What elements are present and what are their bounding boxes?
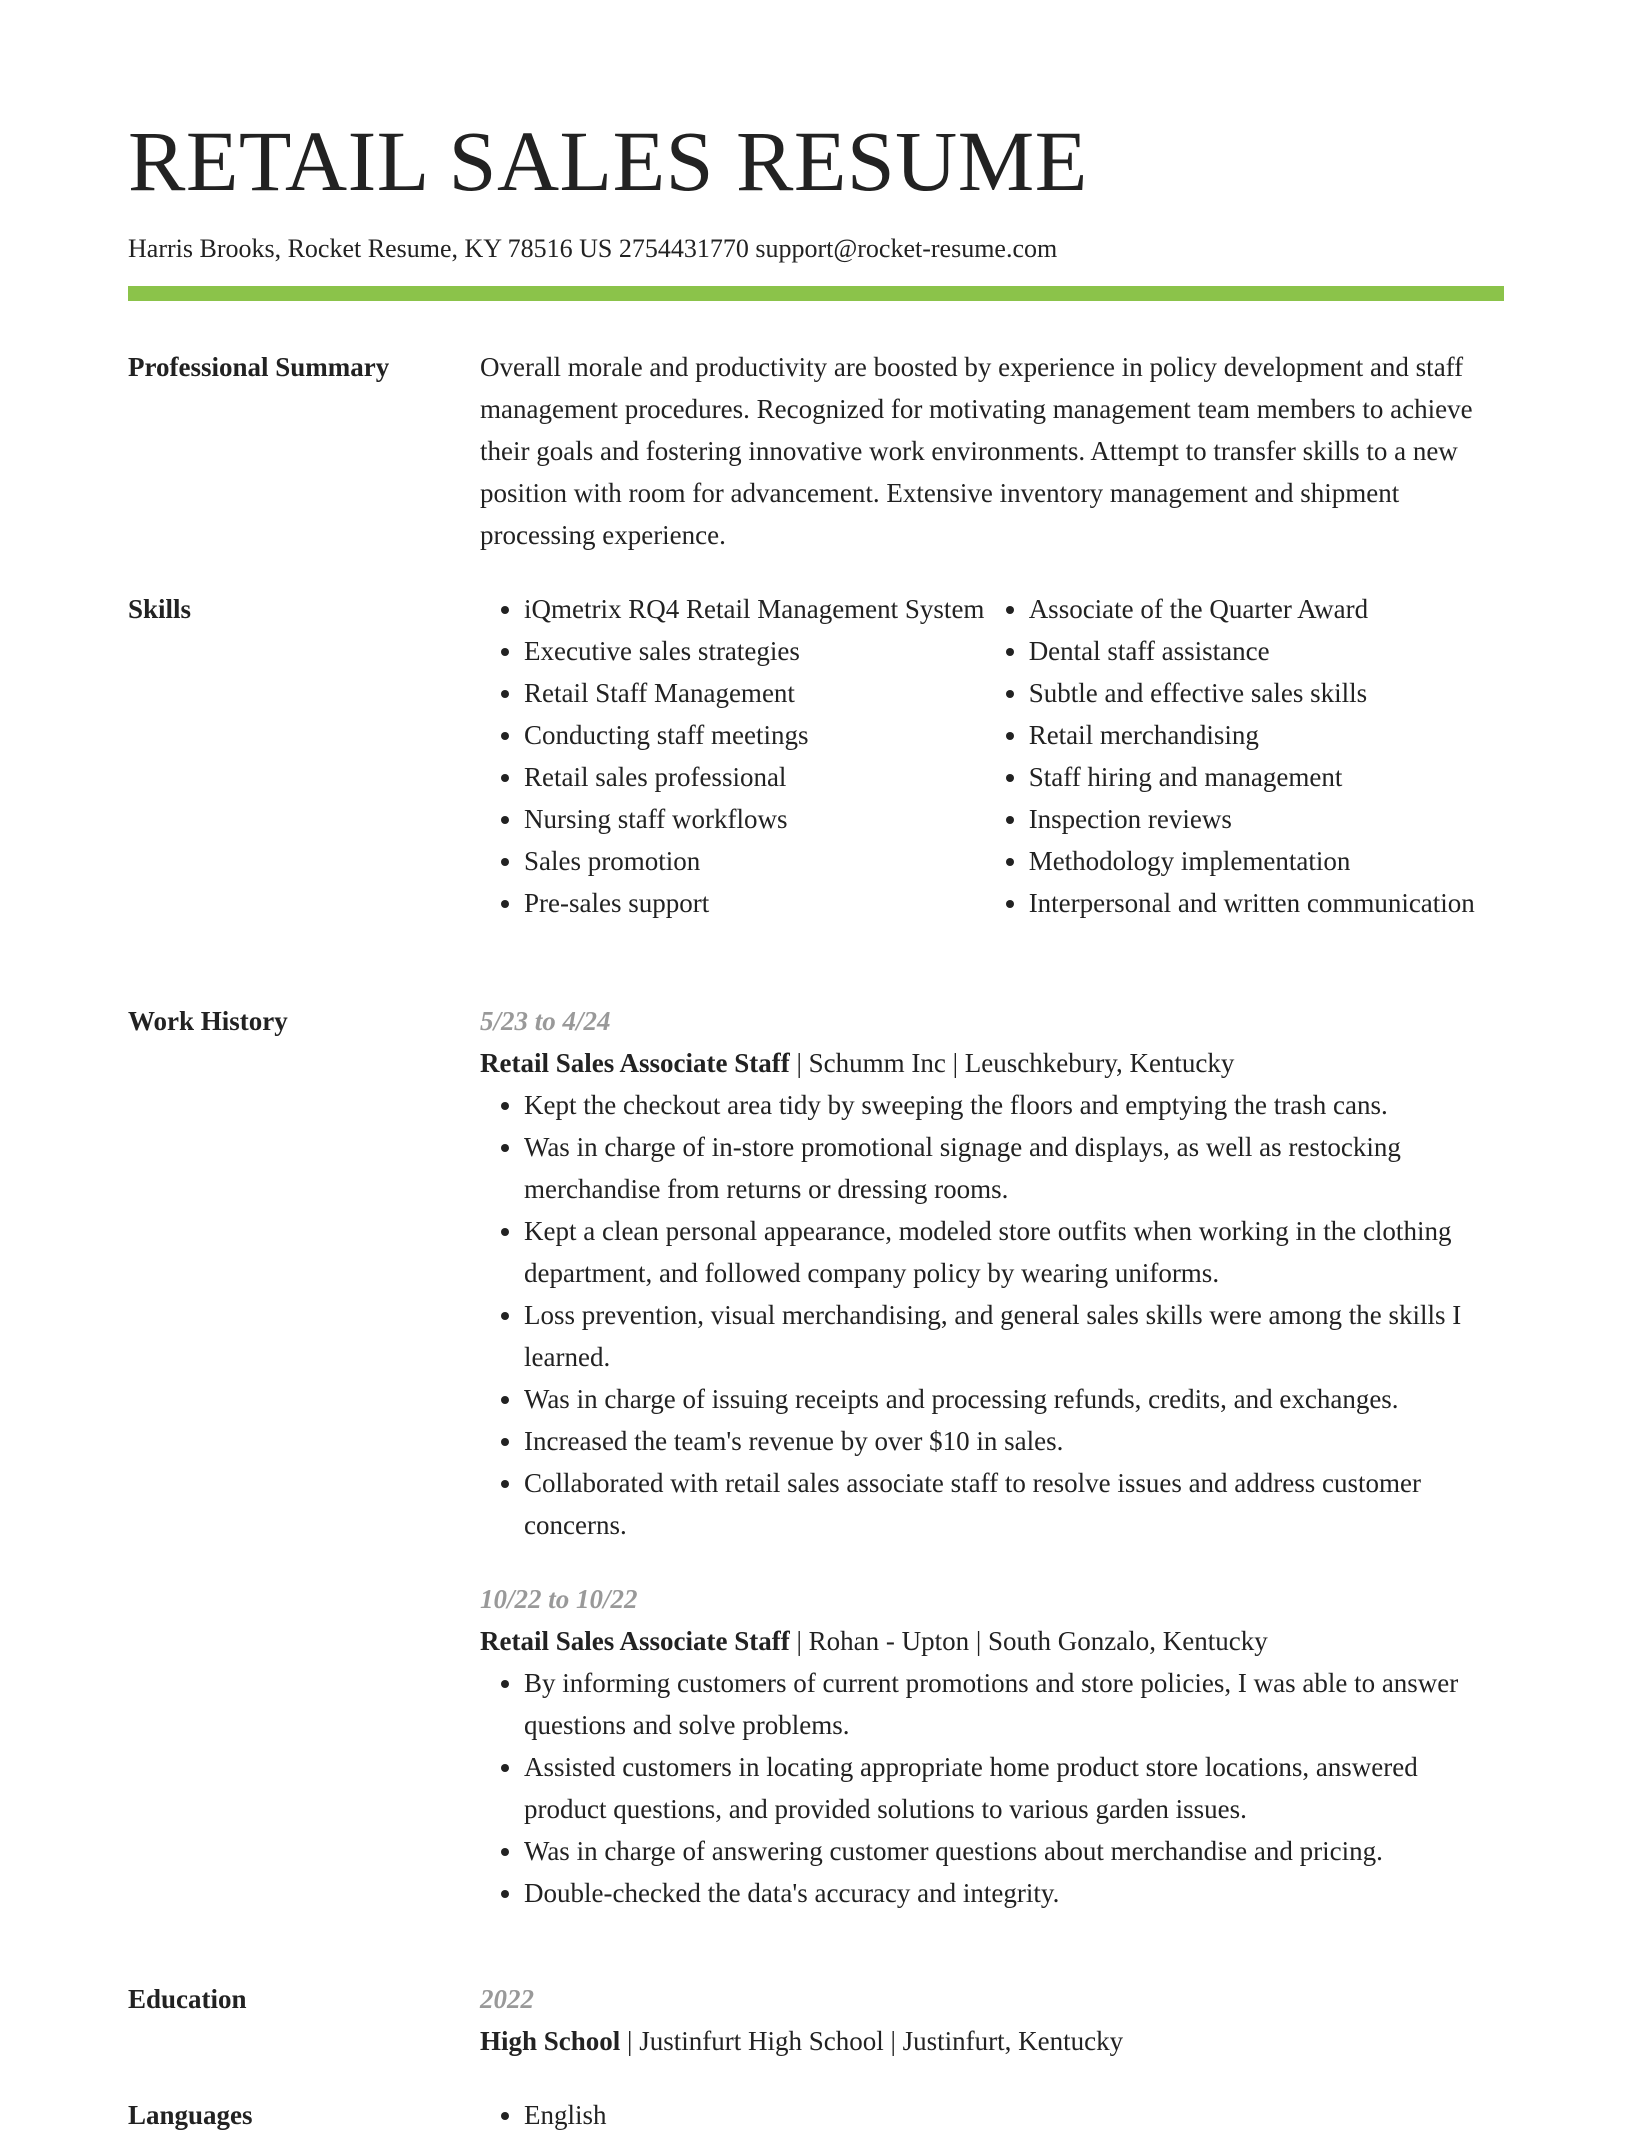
skill-item: • Subtle and effective sales skills (1029, 672, 1504, 714)
job-bullet: • Assisted customers in locating appropriate home product store locations, answered product questions, and provided solutions to various garden issues. (524, 1746, 1504, 1830)
skills-list-right (985, 588, 1504, 924)
summary-text: Overall morale and productivity are boosted by experience in policy development and staff management procedures. Recognized for motivating management team members to achieve their goals and fostering innovative work environments. Attempt to transfer skills to a new position with room for advancement. Extensive inventory management and shipment processing experience. (480, 352, 1473, 550)
accent-divider (128, 286, 1504, 301)
languages-body (480, 2094, 1504, 2136)
skill-item: • Retail Staff Management (524, 672, 985, 714)
job-bullet: • Double-checked the data's accuracy and integrity. (524, 1872, 1504, 1914)
skill-item: • Retail sales professional (524, 756, 985, 798)
job-dates: 10/22 to 10/22 (480, 1584, 638, 1614)
skill-item: • Executive sales strategies (524, 630, 985, 672)
summary-heading: Professional Summary (128, 352, 390, 382)
job-details: | Rohan - Upton | South Gonzalo, Kentucky (789, 1626, 1268, 1656)
skill-item: • iQmetrix RQ4 Retail Management System (524, 588, 985, 630)
education-heading: Education (128, 1984, 247, 2014)
skills-body (480, 588, 1504, 924)
skill-item: • Interpersonal and written communication (1029, 882, 1504, 924)
job-bullet: • Was in charge of in-store promotional signage and displays, as well as restocking merchandise from returns or dressing rooms. (524, 1126, 1504, 1210)
resume-title: RETAIL SALES RESUME (128, 113, 1088, 209)
education-details: | Justinfurt High School | Justinfurt, Kentucky (620, 2026, 1124, 2056)
job-bullet: • Collaborated with retail sales associate staff to resolve issues and address customer concerns. (524, 1462, 1504, 1546)
work-history-body (480, 1000, 1504, 1914)
languages-list (480, 2094, 1504, 2136)
job-bullet: • Kept a clean personal appearance, modeled store outfits when working in the clothing department, and followed company policy by wearing uniforms. (524, 1210, 1504, 1294)
job-heading (480, 1620, 1504, 1662)
job-entry (480, 1578, 1504, 1914)
job-bullets (480, 1084, 1504, 1546)
skill-item: • Inspection reviews (1029, 798, 1504, 840)
summary-body (480, 346, 1504, 556)
job-title: Retail Sales Associate Staff (480, 1048, 790, 1078)
job-bullet: • Was in charge of answering customer questions about merchandise and pricing. (524, 1830, 1504, 1872)
skills-heading: Skills (128, 594, 192, 624)
education-year: 2022 (480, 1984, 534, 2014)
job-bullet: • Kept the checkout area tidy by sweeping the floors and emptying the trash cans. (524, 1084, 1504, 1126)
job-entry (480, 1000, 1504, 1546)
skill-item: • Pre-sales support (524, 882, 985, 924)
skill-item: • Dental staff assistance (1029, 630, 1504, 672)
skills-list-left (480, 588, 985, 924)
job-bullet: • Loss prevention, visual merchandising, and general sales skills were among the skills I learned. (524, 1294, 1504, 1378)
job-heading (480, 1042, 1504, 1084)
education-degree: High School (480, 2026, 621, 2056)
job-dates: 5/23 to 4/24 (480, 1006, 611, 1036)
skill-item: • Methodology implementation (1029, 840, 1504, 882)
job-bullet: • By informing customers of current promotions and store policies, I was able to answer questions and solve problems. (524, 1662, 1504, 1746)
skill-item: • Retail merchandising (1029, 714, 1504, 756)
language-item: • English (524, 2094, 1504, 2136)
skill-item: • Sales promotion (524, 840, 985, 882)
skill-item: • Conducting staff meetings (524, 714, 985, 756)
job-title: Retail Sales Associate Staff (480, 1626, 790, 1656)
languages-heading: Languages (128, 2100, 253, 2130)
work-history-heading: Work History (128, 1006, 288, 1036)
education-line (480, 2020, 1504, 2062)
job-details: | Schumm Inc | Leuschkebury, Kentucky (789, 1048, 1235, 1078)
contact-line: Harris Brooks, Rocket Resume, KY 78516 US 2754431770 support@rocket-resume.com (128, 234, 1058, 263)
job-bullet: • Increased the team's revenue by over $10 in sales. (524, 1420, 1504, 1462)
job-bullets (480, 1662, 1504, 1914)
skill-item: • Staff hiring and management (1029, 756, 1504, 798)
education-body (480, 1978, 1504, 2062)
job-bullet: • Was in charge of issuing receipts and processing refunds, credits, and exchanges. (524, 1378, 1504, 1420)
skill-item: • Nursing staff workflows (524, 798, 985, 840)
skill-item: • Associate of the Quarter Award (1029, 588, 1504, 630)
